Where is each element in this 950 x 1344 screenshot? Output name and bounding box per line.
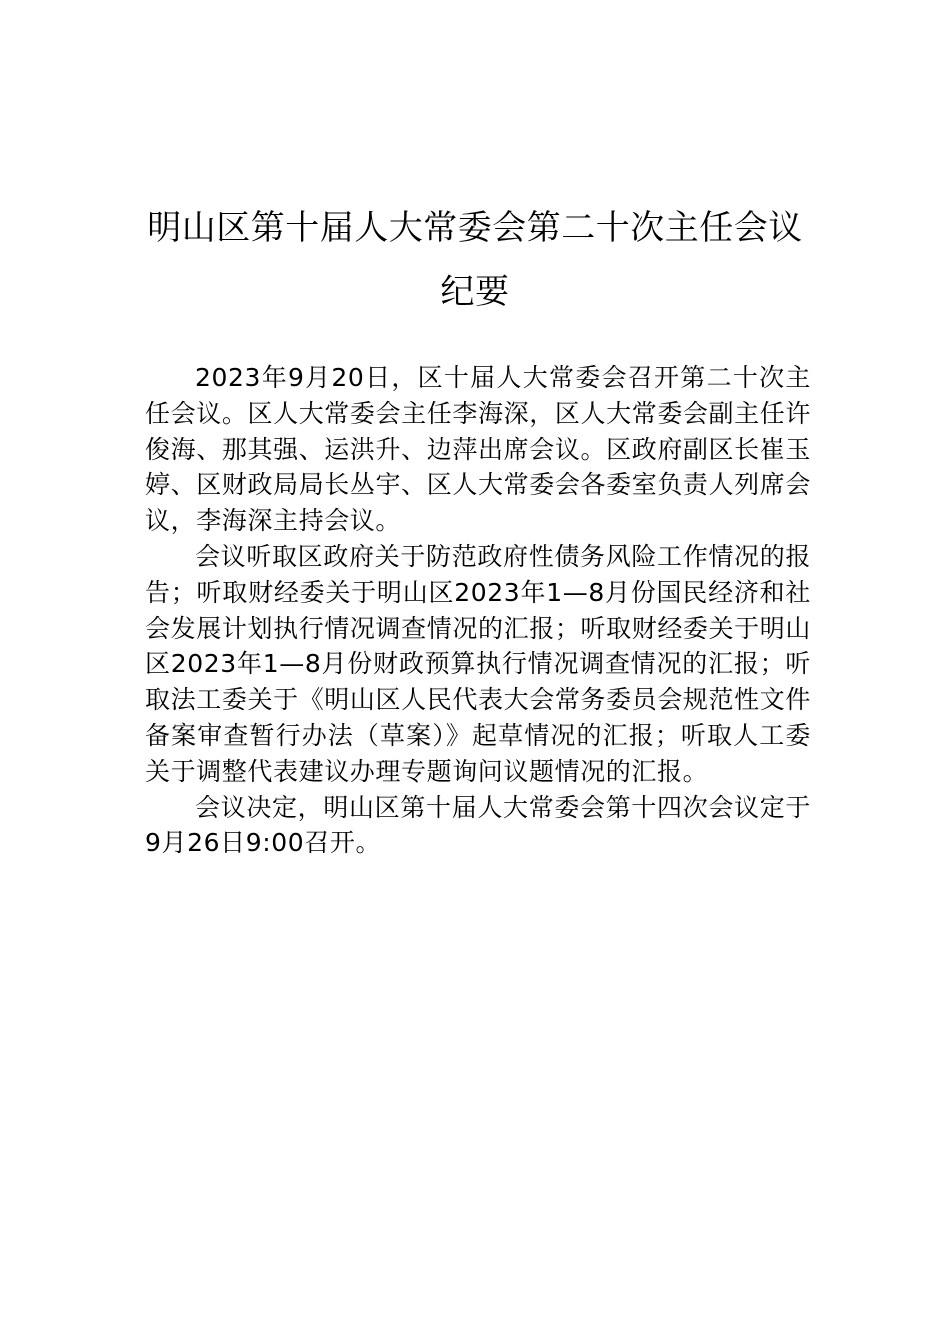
paragraph-attendance: 2023年9月20日，区十届人大常委会召开第二十次主任会议。区人大常委会主任李海深，区人大常委会副主任许俊海、那其强、运洪升、边萍出席会议。区政府副区长崔玉婷、区财政局局长丛宇、区人大常委会各委室负责人列席会议，李海深主持会议。 — [145, 363, 811, 536]
paragraph-decision: 会议决定，明山区第十届人大常委会第十四次会议定于9月26日9:00召开。 — [145, 792, 811, 858]
document-body — [145, 360, 811, 861]
paragraph-agenda: 会议听取区政府关于防范政府性债务风险工作情况的报告；听取财经委关于明山区2023年1—8月份国民经济和社会发展计划执行情况调查情况的汇报；听取财经委关于明山区2023年1—8月份财政预算执行情况调查情况的汇报；听取法工委关于《明山区人民代表大会常务委员会规范性文件备案审查暂行办法（草案）》起草情况的汇报；听取人工委关于调整代表建议办理专题询问议题情况的汇报。 — [145, 541, 811, 786]
document-title: 明山区第十届人大常委会第二十次主任会议纪要 — [147, 208, 803, 312]
